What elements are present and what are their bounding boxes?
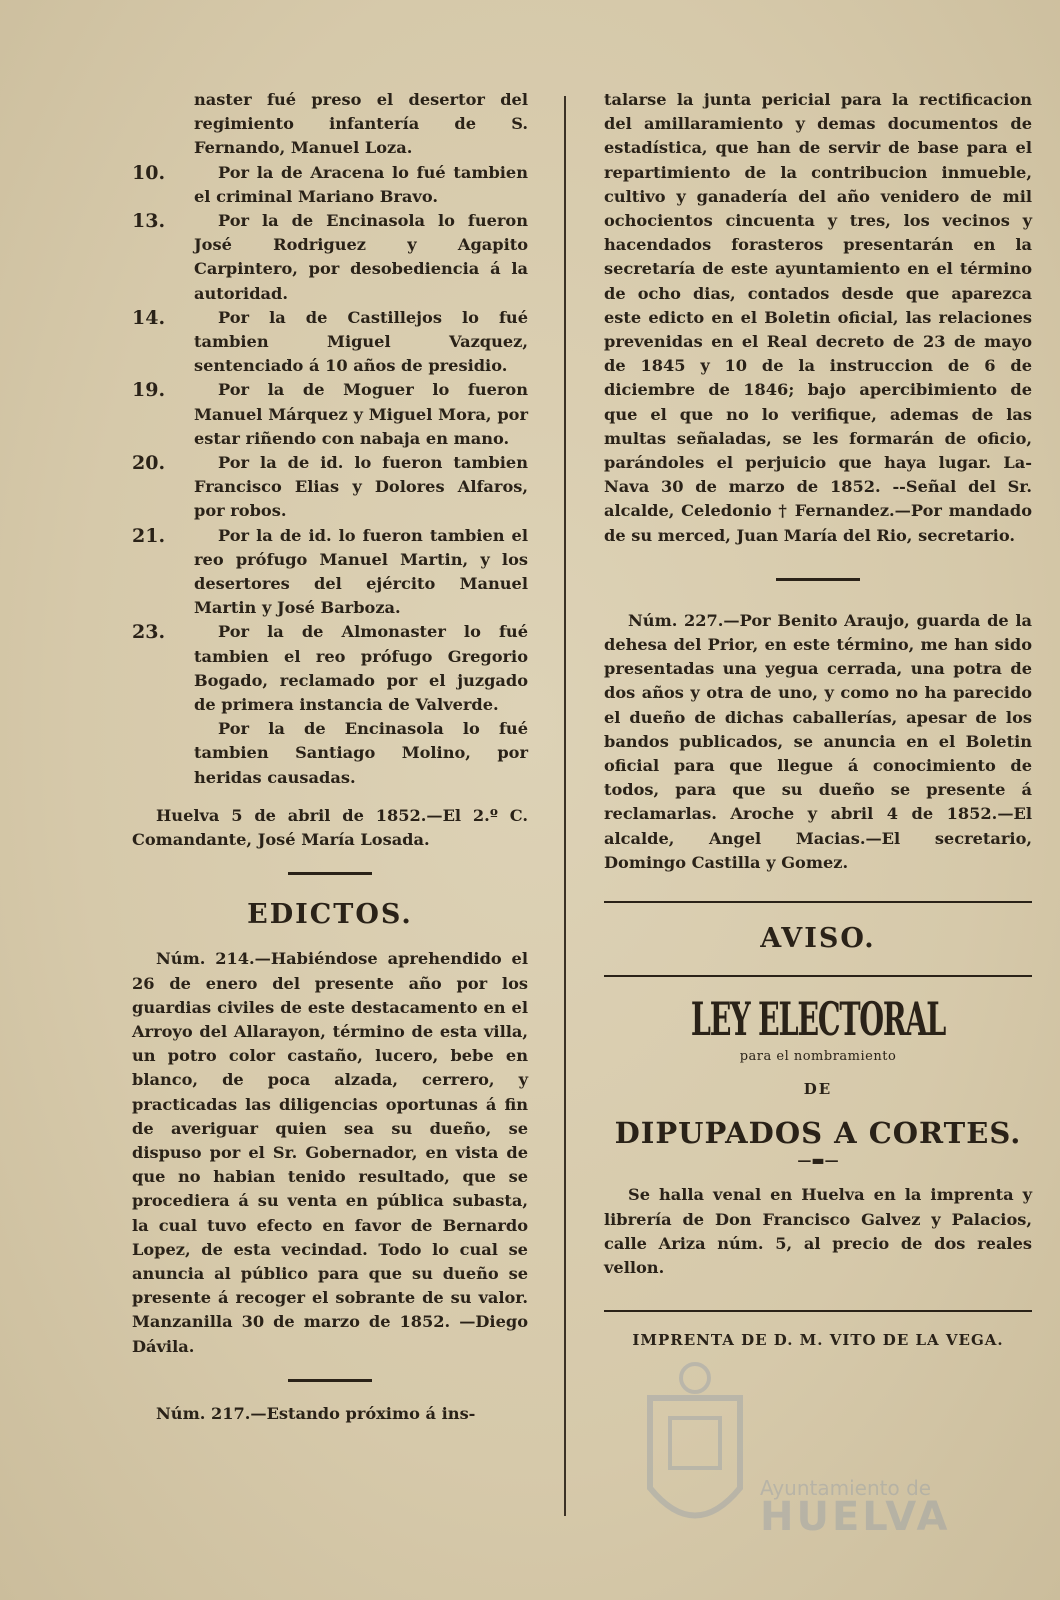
list-item [132, 620, 528, 717]
entry-number: 10. [132, 161, 166, 184]
divider-rule [288, 1379, 372, 1382]
entry-number: 23. [132, 621, 166, 644]
printer-imprint: IMPRENTA DE D. M. VITO DE LA VEGA. [632, 1331, 1004, 1350]
edicto-217-continued: talarse la junta pericial para la rectificacion del amillaramiento y demas documentos de estadística, que han de servir de base para el repartimiento de la contribucion inmueble, cultivo y ganadería del año venidero de mil ochocientos cincuenta y tres, los vecinos y hacendados forasteros presentarán en la secretaría de este ayuntamiento en el término de ocho dias, contados desde que aparezca este edicto en el Boletin oficial, las relaciones prevenidas en el Real decreto de 23 de mayo de 1845 y 10 de la instruccion de 6 de diciembre de 1846; bajo apercibimiento de que el que no lo verifique, ademas de las multas señaladas, se les formarán de oficio, parándoles el perjuicio que haya lugar. La-Nava 30 de marzo de 1852. --Señal del Sr. alcalde, Celedonio † Fernandez.—Por mandado de su merced, Juan María del Rio, secretario. [604, 90, 1032, 545]
left-column [132, 88, 528, 1426]
entry-text: Por la de id. lo fueron tambien el reo prófugo Manuel Martin, y los desertores del ejército Manuel Martin y José Barboza. [194, 525, 528, 618]
watermark-line1: Ayuntamiento de [760, 1476, 932, 1500]
ornament-dash: —▬— [797, 1153, 839, 1170]
ley-de: DE [803, 1080, 833, 1099]
list-item [132, 161, 528, 209]
ley-diputados: DIPUPADOS A CORTES. [614, 1116, 1022, 1151]
entry-text: Por la de Aracena lo fué tambien el criminal Mariano Bravo. [194, 162, 528, 206]
entry-text: Por la de Almonaster lo fué tambien el reo prófugo Gregorio Bogado, reclamado por el juzgado de primera instancia de Valverde. [194, 622, 528, 715]
entry-number: 19. [132, 379, 166, 402]
edicto-217-start: Núm. 217.—Estando próximo á ins- [156, 1403, 476, 1423]
list-item [132, 451, 528, 524]
right-column [604, 88, 1032, 1352]
ley-subtitle: para el nombramiento [739, 1049, 897, 1065]
list-item [132, 306, 528, 379]
column-divider [564, 96, 566, 1516]
coat-of-arms-icon [640, 1358, 750, 1548]
entry-number: 20. [132, 452, 166, 475]
section-heading-aviso: AVISO. [760, 923, 876, 955]
entry-text: Por la de Castillejos lo fué tambien Miguel Vazquez, sentenciado á 10 años de presidio. [194, 307, 528, 376]
divider-rule [288, 872, 372, 875]
entry-number: 14. [132, 306, 166, 329]
list-item [132, 209, 528, 306]
entry-number: 13. [132, 210, 166, 233]
watermark-line2: HUELVA [760, 1494, 951, 1540]
signature-paragraph: Huelva 5 de abril de 1852.—El 2.º C. Comandante, José María Losada. [132, 805, 528, 850]
list-item [132, 378, 528, 451]
entry-text: Por la de id. lo fueron tambien Francisco Elias y Dolores Alfaros, por robos. [194, 453, 528, 521]
entry-text: Por la de Moguer lo fueron Manuel Márquez y Miguel Mora, por estar riñendo con nabaja en mano. [194, 380, 528, 448]
edicto-214: Núm. 214.—Habiéndose aprehendido el 26 de enero del presente año por los guardias civiles de este destacamento en el Arroyo del Allarayon, término de esta villa, un potro color castaño, lucero, bebe en blanco, de poca alzada, cerrero, y practicadas las diligencias oportunas á fin de averiguar quien sea su dueño, se dispuso por el Sr. Gobernador, en vista de que no habian tenido resultado, que se procediera á su venta en pública subasta, la cual tuvo efecto en favor de Bernardo Lopez, de esta vecindad. Todo lo cual se anuncia al público para que su dueño se presente á recoger el sobrante de su valor. Manzanilla 30 de marzo de 1852. —Diego Dávila. [132, 949, 528, 1356]
ley-electoral-title: LEY ELECTORAL [690, 992, 946, 1047]
entry-intro: naster fué preso el desertor del regimiento infantería de S. Fernando, Manuel Loza. [194, 90, 528, 158]
divider-rule [776, 578, 860, 581]
watermark [640, 1358, 980, 1558]
edicto-227: Núm. 227.—Por Benito Araujo, guarda de la dehesa del Prior, en este término, me han sido presentadas una yegua cerrada, una potra de dos años y otra de uno, y como no ha parecido el dueño de dichas caballerías, apesar de los bandos publicados, se anuncia en el Boletin oficial para que llegue á conocimiento de todos, para que su dueño se presente á reclamarlas. Aroche y abril 4 de 1852.—El alcalde, Angel Macias.—El secretario, Domingo Castilla y Gomez. [604, 610, 1032, 872]
list-item [132, 524, 528, 621]
ley-sale-text: Se halla venal en Huelva en la imprenta y librería de Don Francisco Galvez y Palacios, calle Ariza núm. 5, al precio de dos reales vellon. [604, 1185, 1032, 1277]
section-heading-edictos: EDICTOS. [247, 899, 413, 931]
entry-extra: Por la de Encinasola lo fué tambien Santiago Molino, por heridas causadas. [194, 719, 528, 787]
entry-text: Por la de Encinasola lo fueron José Rodriguez y Agapito Carpintero, por desobediencia á la autoridad. [194, 211, 528, 303]
entry-number: 21. [132, 524, 166, 547]
